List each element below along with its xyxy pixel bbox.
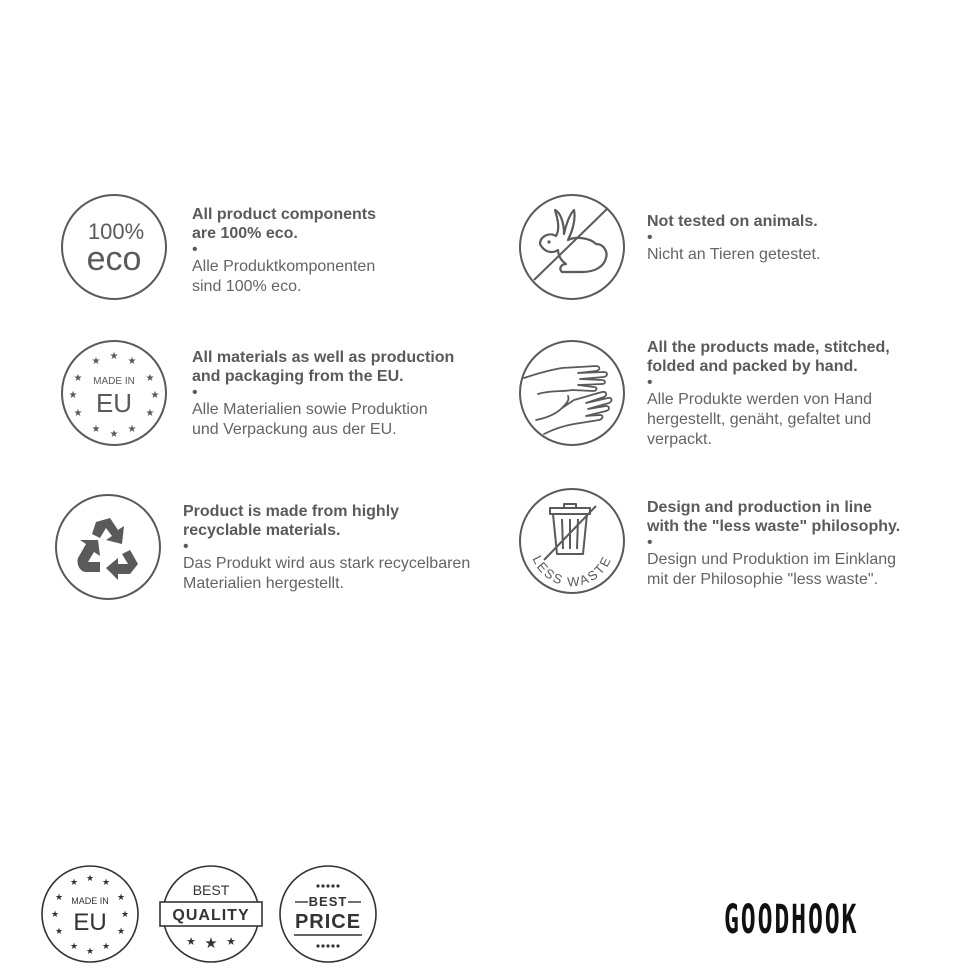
svg-text:★: ★ — [50, 909, 60, 919]
badge-eco-percent: 100% — [87, 219, 145, 244]
badge-eu: EU — [95, 388, 133, 418]
handmade-hands-icon — [516, 338, 628, 448]
no-animal-testing-icon — [516, 192, 628, 302]
seal-best: BEST — [192, 882, 230, 898]
feature-description: Das Produkt wird aus stark recycelbaren Materialien hergestellt. — [183, 555, 471, 592]
feature-description: Alle Produkte werden von Hand hergestellt, genäht, gefaltet und verpackt. — [647, 391, 873, 448]
feature-description: Alle Produktkomponenten sind 100% eco. — [192, 258, 376, 295]
svg-text:★: ★ — [73, 373, 83, 384]
seal-eu: EU — [73, 909, 107, 936]
made-in-eu-seal-icon — [40, 864, 140, 969]
best-price-seal-icon — [278, 864, 378, 969]
eco-100-icon — [58, 192, 170, 302]
feature-title: Not tested on animals. — [647, 213, 818, 230]
made-in-eu-icon — [58, 338, 170, 448]
best-quality-seal-icon — [158, 864, 264, 969]
bullet: • — [183, 538, 189, 555]
svg-text:★: ★ — [127, 356, 137, 367]
feature-title: All the products made, stitched, folded and packed by hand. — [647, 339, 890, 375]
svg-text:★: ★ — [101, 877, 111, 887]
feature-description: Design und Produktion im Einklang mit der Philosophie "less waste". — [647, 551, 897, 588]
svg-text:★: ★ — [73, 408, 83, 419]
recycle-icon — [52, 492, 164, 602]
svg-text:★: ★ — [109, 429, 119, 440]
svg-text:★: ★ — [69, 877, 79, 887]
svg-text:★: ★ — [186, 936, 196, 948]
badge-less-waste-text: LESS WASTE — [529, 552, 615, 590]
seal-made-in: MADE IN — [71, 896, 109, 906]
svg-text:★: ★ — [145, 408, 155, 419]
svg-text:★: ★ — [91, 424, 101, 435]
svg-text:★: ★ — [109, 351, 119, 362]
bullet: • — [192, 384, 198, 401]
feature-title: Product is made from highly recyclable materials. — [183, 503, 400, 539]
svg-text:★: ★ — [54, 892, 64, 902]
svg-text:★: ★ — [226, 936, 236, 948]
svg-text:★: ★ — [116, 892, 126, 902]
seal-price: PRICE — [294, 911, 362, 933]
feature-description: Alle Materialien sowie Produktion und Verpackung aus der EU. — [192, 401, 428, 438]
feature-title: All product components are 100% eco. — [192, 206, 376, 242]
badge-made-in: MADE IN — [93, 376, 135, 387]
svg-text:★: ★ — [69, 941, 79, 951]
svg-text:★: ★ — [150, 390, 160, 401]
svg-text:★: ★ — [145, 373, 155, 384]
seal-best-price-top: BEST — [308, 894, 348, 909]
feature-title: Design and production in line with the "less waste" philosophy. — [647, 499, 901, 535]
svg-text:★: ★ — [127, 424, 137, 435]
svg-text:★: ★ — [101, 941, 111, 951]
bullet: • — [192, 241, 198, 258]
bullet: • — [647, 374, 653, 391]
svg-text:★: ★ — [68, 390, 78, 401]
less-waste-trash-icon — [516, 486, 628, 596]
svg-text:★: ★ — [85, 873, 95, 883]
svg-text:★: ★ — [85, 946, 95, 956]
feature-title: All materials as well as production and packaging from the EU. — [192, 349, 455, 385]
svg-text:★: ★ — [204, 935, 218, 952]
seal-quality: QUALITY — [172, 907, 250, 924]
bullet: • — [647, 229, 653, 246]
feature-description: Nicht an Tieren getestet. — [647, 246, 821, 263]
badge-eco-word: eco — [86, 240, 142, 278]
brand-logo: GOODHOOK — [724, 897, 859, 943]
svg-text:★: ★ — [116, 926, 126, 936]
bullet: • — [647, 534, 653, 551]
svg-text:★: ★ — [91, 356, 101, 367]
svg-text:★: ★ — [120, 909, 130, 919]
svg-text:★: ★ — [54, 926, 64, 936]
